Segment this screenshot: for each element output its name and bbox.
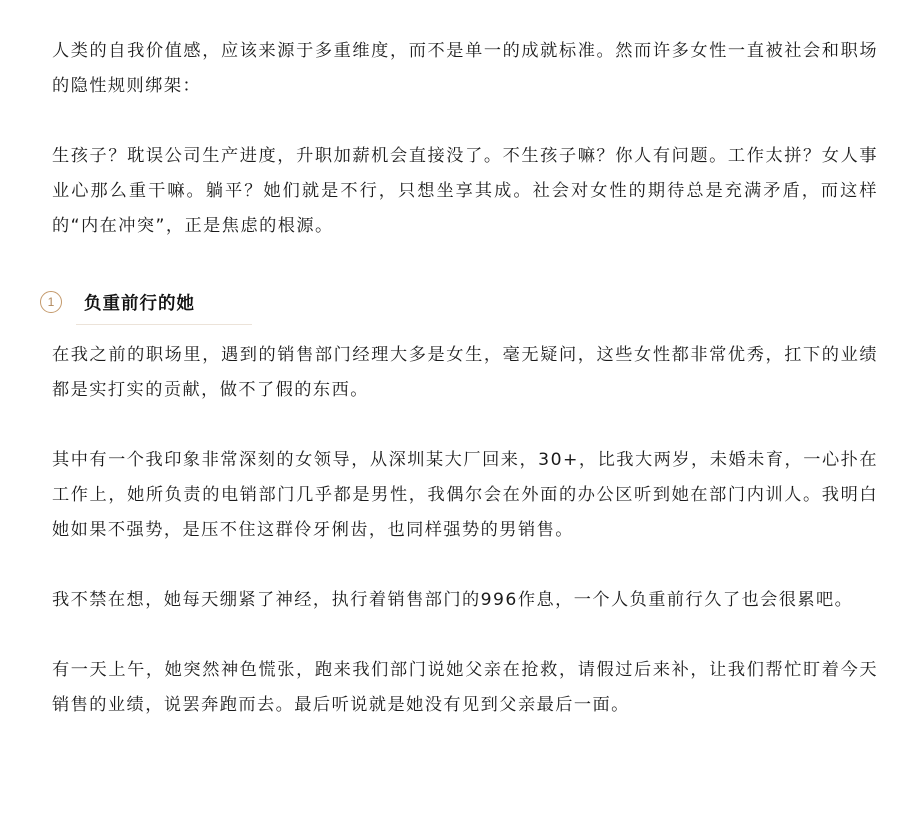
body-paragraph-1: 在我之前的职场里，遇到的销售部门经理大多是女生，毫无疑问，这些女性都非常优秀，扛下的业绩都是实打实的贡献，做不了假的东西。 — [52, 345, 878, 400]
intro-paragraph-1: 人类的自我价值感，应该来源于多重维度，而不是单一的成就标准。然而许多女性一直被社会和职场的隐性规则绑架： — [52, 41, 878, 96]
intro-paragraph-2: 生孩子？耽误公司生产进度，升职加薪机会直接没了。不生孩子嘛？你人有问题。工作太拼？女人事业心那么重干嘛。躺平？她们就是不行，只想坐享其成。社会对女性的期待总是充满矛盾，而这样的“内在冲突”，正是焦虑的根源。 — [52, 146, 878, 236]
article-content — [47, 34, 878, 723]
section-divider — [76, 324, 252, 325]
section-heading — [40, 284, 878, 320]
body-paragraph-3: 我不禁在想，她每天绷紧了神经，执行着销售部门的996作息，一个人负重前行久了也会很累吧。 — [52, 590, 854, 610]
body-paragraph-2: 其中有一个我印象非常深刻的女领导，从深圳某大厂回来，30+，比我大两岁，未婚未育，一心扑在工作上，她所负责的电销部门几乎都是男性，我偶尔会在外面的办公区听到她在部门内训人。我明白她如果不强势，是压不住这群伶牙俐齿，也同样强势的男销售。 — [52, 450, 878, 540]
section-number-badge: 1 — [40, 291, 62, 313]
section-title: 负重前行的她 — [84, 293, 195, 314]
body-paragraph-4: 有一天上午，她突然神色慌张，跑来我们部门说她父亲在抢救，请假过后来补，让我们帮忙盯着今天销售的业绩，说罢奔跑而去。最后听说就是她没有见到父亲最后一面。 — [52, 660, 878, 715]
